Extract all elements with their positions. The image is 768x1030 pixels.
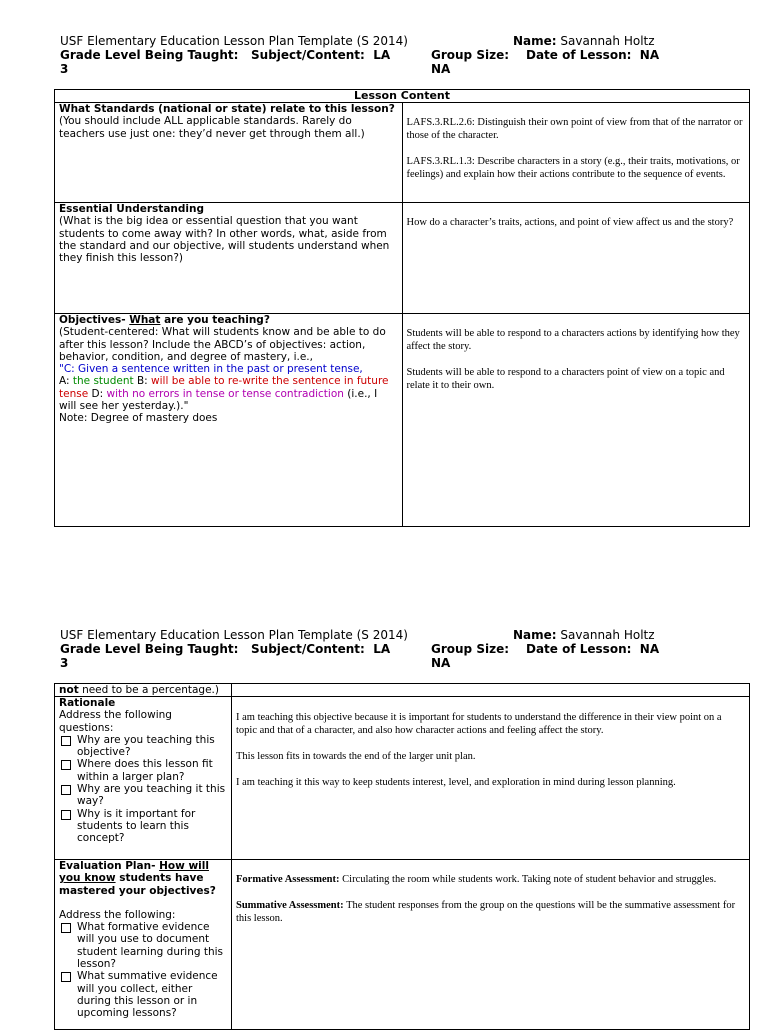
checkbox-icon [61,785,71,795]
lesson-content-heading: Lesson Content [55,90,750,103]
grade-value-2: 3 [60,656,69,670]
checkbox-icon [61,972,71,982]
rationale-intro: Address the following questions: [59,709,172,734]
checkbox-icon [61,923,71,933]
evaluation-question-1: What formative evidence will you use to document student learning during this lesson? [59,921,227,970]
summative-assessment: Summative Assessment: The student responses from the group on the questions will be the summative assessment for this lesson. [236,900,736,924]
lesson-plan-table-2 [54,683,750,1030]
evaluation-question-2: What summative evidence will you collect, either during this lesson or in upcoming lessons? [59,970,227,1019]
rationale-answer-2: This lesson fits in towards the end of the larger unit plan. [236,751,476,762]
checkbox-icon [61,760,71,770]
essential-note: (What is the big idea or essential question that you want students to come away with? In other words, what, aside from the standard and our objective, will students understand when they finish this lesson?) [59,215,390,265]
standards-question: What Standards (national or state) relate to this lesson? [59,103,395,115]
standard-1: LAFS.3.RL.2.6: Distinguish their own point of view from that of the narrator or those of the character. [406,117,743,141]
group-size-value-2: NA [431,656,451,670]
rationale-question-1: Why are you teaching this objective? [59,734,227,759]
standard-2: LAFS.3.RL.1.3: Describe characters in a story (e.g., their traits, motivations, or feelings) and explain how their actions contribute to the sequence of events. [406,156,740,180]
date-of-lesson: Date of Lesson: NA [526,48,660,62]
template-title: USF Elementary Education Lesson Plan Template (S 2014) [60,34,408,48]
group-size-label-2: Group Size: [431,642,509,656]
objective-2: Students will be able to respond to a characters point of view on a topic and relate it to their own. [406,367,725,391]
rationale-answer-3: I am teaching it this way to keep students interest, level, and exploration in mind during lesson planning. [236,777,676,788]
grade-subject-line-2: Grade Level Being Taught: Subject/Content: LA [60,642,391,656]
mastery-note: Note: Degree of mastery does [59,412,218,425]
rationale-question-2: Where does this lesson fit within a larger plan? [59,758,227,783]
date-of-lesson-2: Date of Lesson: NA [526,642,660,656]
checkbox-icon [61,736,71,746]
grade-subject-line: Grade Level Being Taught: Subject/Content: LA [60,48,391,62]
rationale-question-4: Why is it important for students to learn this concept? [59,808,227,845]
formative-assessment: Formative Assessment: Circulating the room while students work. Taking note of student behavior and struggles. [236,874,717,885]
objectives-note: (Student-centered: What will students know and be able to do after this lesson? Include the ABCD’s of objectives: action, behavior, condition, and degree of mastery, i.e., [59,326,386,363]
name-field: Name: Savannah Holtz [513,34,655,48]
name-field-2: Name: Savannah Holtz [513,628,655,642]
page-header-2 [60,628,740,672]
rationale-answer-cell [232,697,750,860]
essential-answer: How do a character’s traits, actions, and point of view affect us and the story? [406,217,734,228]
essential-heading: Essential Understanding [59,203,204,215]
rationale-answer-1: I am teaching this objective because it is important for students to understand the difference in their view point on a topic and that of a character, and also how character actions and feeling affect the story. [236,712,722,736]
evaluation-heading: Evaluation Plan- How will you know students have mastered your objectives? [59,860,216,897]
abcd-example: "C: Given a sentence written in the past or present tense, A: the student B: will be able to re-write the sentence in future tense D: with no errors in tense or tense contradiction (i.e., I will see her yesterday.)." [59,363,389,413]
rationale-question-3: Why are you teaching it this way? [59,783,227,808]
checkbox-icon [61,810,71,820]
objectives-heading: Objectives- What are you teaching? [59,314,270,326]
standards-note: (You should include ALL applicable standards. Rarely do teachers use just one: they’d never get through them all.) [59,115,365,140]
evaluation-answer-cell [232,860,750,1030]
mastery-note-continued: not need to be a percentage.) [55,684,232,697]
template-title-2: USF Elementary Education Lesson Plan Template (S 2014) [60,628,408,642]
group-size-value: NA [431,62,451,76]
continued-empty-cell [232,684,750,697]
grade-value: 3 [60,62,69,76]
rationale-question-cell [55,697,232,860]
objective-1: Students will be able to respond to a characters actions by identifying how they affect the story. [406,328,740,352]
group-size-label: Group Size: [431,48,509,62]
evaluation-question-cell [55,860,232,1030]
rationale-heading: Rationale [59,697,116,709]
evaluation-intro: Address the following: [59,908,176,921]
